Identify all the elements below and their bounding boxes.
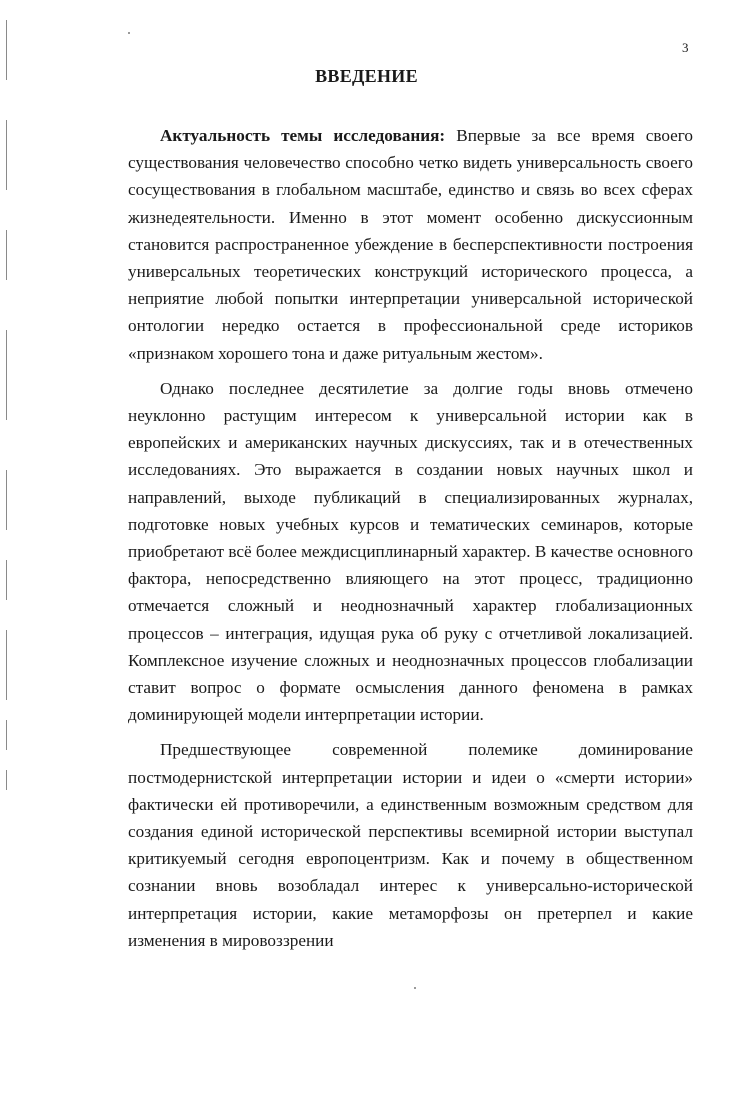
paragraph-text: Предшествующее современной полемике доминирование постмодернистской интерпретации истории и идеи о «смерти истории» фактически ей противоречили, а единственным возможным средством для создания единой исторической перспективы всемирной истории выступал критикуемый сегодня европоцентризм. Как и почему в общественном сознании вновь возобладал интерес к универсально-исторической интерпретация истории, какие метаморфозы он претерпел и какие изменения в мировоззрении [128, 740, 693, 950]
body-text [128, 122, 693, 954]
scan-speck [128, 32, 130, 34]
scan-edge-marks [0, 0, 22, 1100]
paragraph-text: Впервые за все время своего существования человечество способно четко видеть универсальность своего сосуществования в глобальном масштабе, единство и связь во всех сферах жизнедеятельности. Именно в этот момент особенно дискуссионным становится распространенное убеждение в бесперспективности построения универсальных теоретических конструкций исторического процесса, а неприятие любой попытки интерпретации универсальной исторической онтологии нередко остается в профессиональной среде историков «признаком хорошего тона и даже ритуальным жестом». [128, 126, 693, 363]
paragraph-text: Однако последнее десятилетие за долгие годы вновь отмечено неуклонно растущим интересом к универсальной истории как в европейских и американских научных дискуссиях, так и в отечественных исследованиях. Это выражается в создании новых научных школ и направлений, выходе публикаций в специализированных журналах, подготовке новых учебных курсов и тематических семинаров, которые приобретают всё более междисциплинарный характер. В качестве основного фактора, непосредственно влияющего на этот процесс, традиционно отмечается сложный и неоднозначный характер глобализационных процессов – интеграция, идущая рука об руку с отчетливой локализацией. Комплексное изучение сложных и неоднозначных процессов глобализации ставит вопрос о формате осмысления данного феномена в рамках доминирующей модели интерпретации истории. [128, 378, 693, 725]
page-number: 3 [682, 40, 689, 55]
paragraph-postmodernism [128, 736, 693, 954]
paragraph-interest [128, 375, 693, 729]
paragraph-relevance [128, 122, 693, 367]
section-title: ВВЕДЕНИЕ [315, 66, 418, 86]
paragraph-lead-in: Актуальность темы исследования: [160, 126, 446, 145]
scan-speck [414, 987, 416, 989]
